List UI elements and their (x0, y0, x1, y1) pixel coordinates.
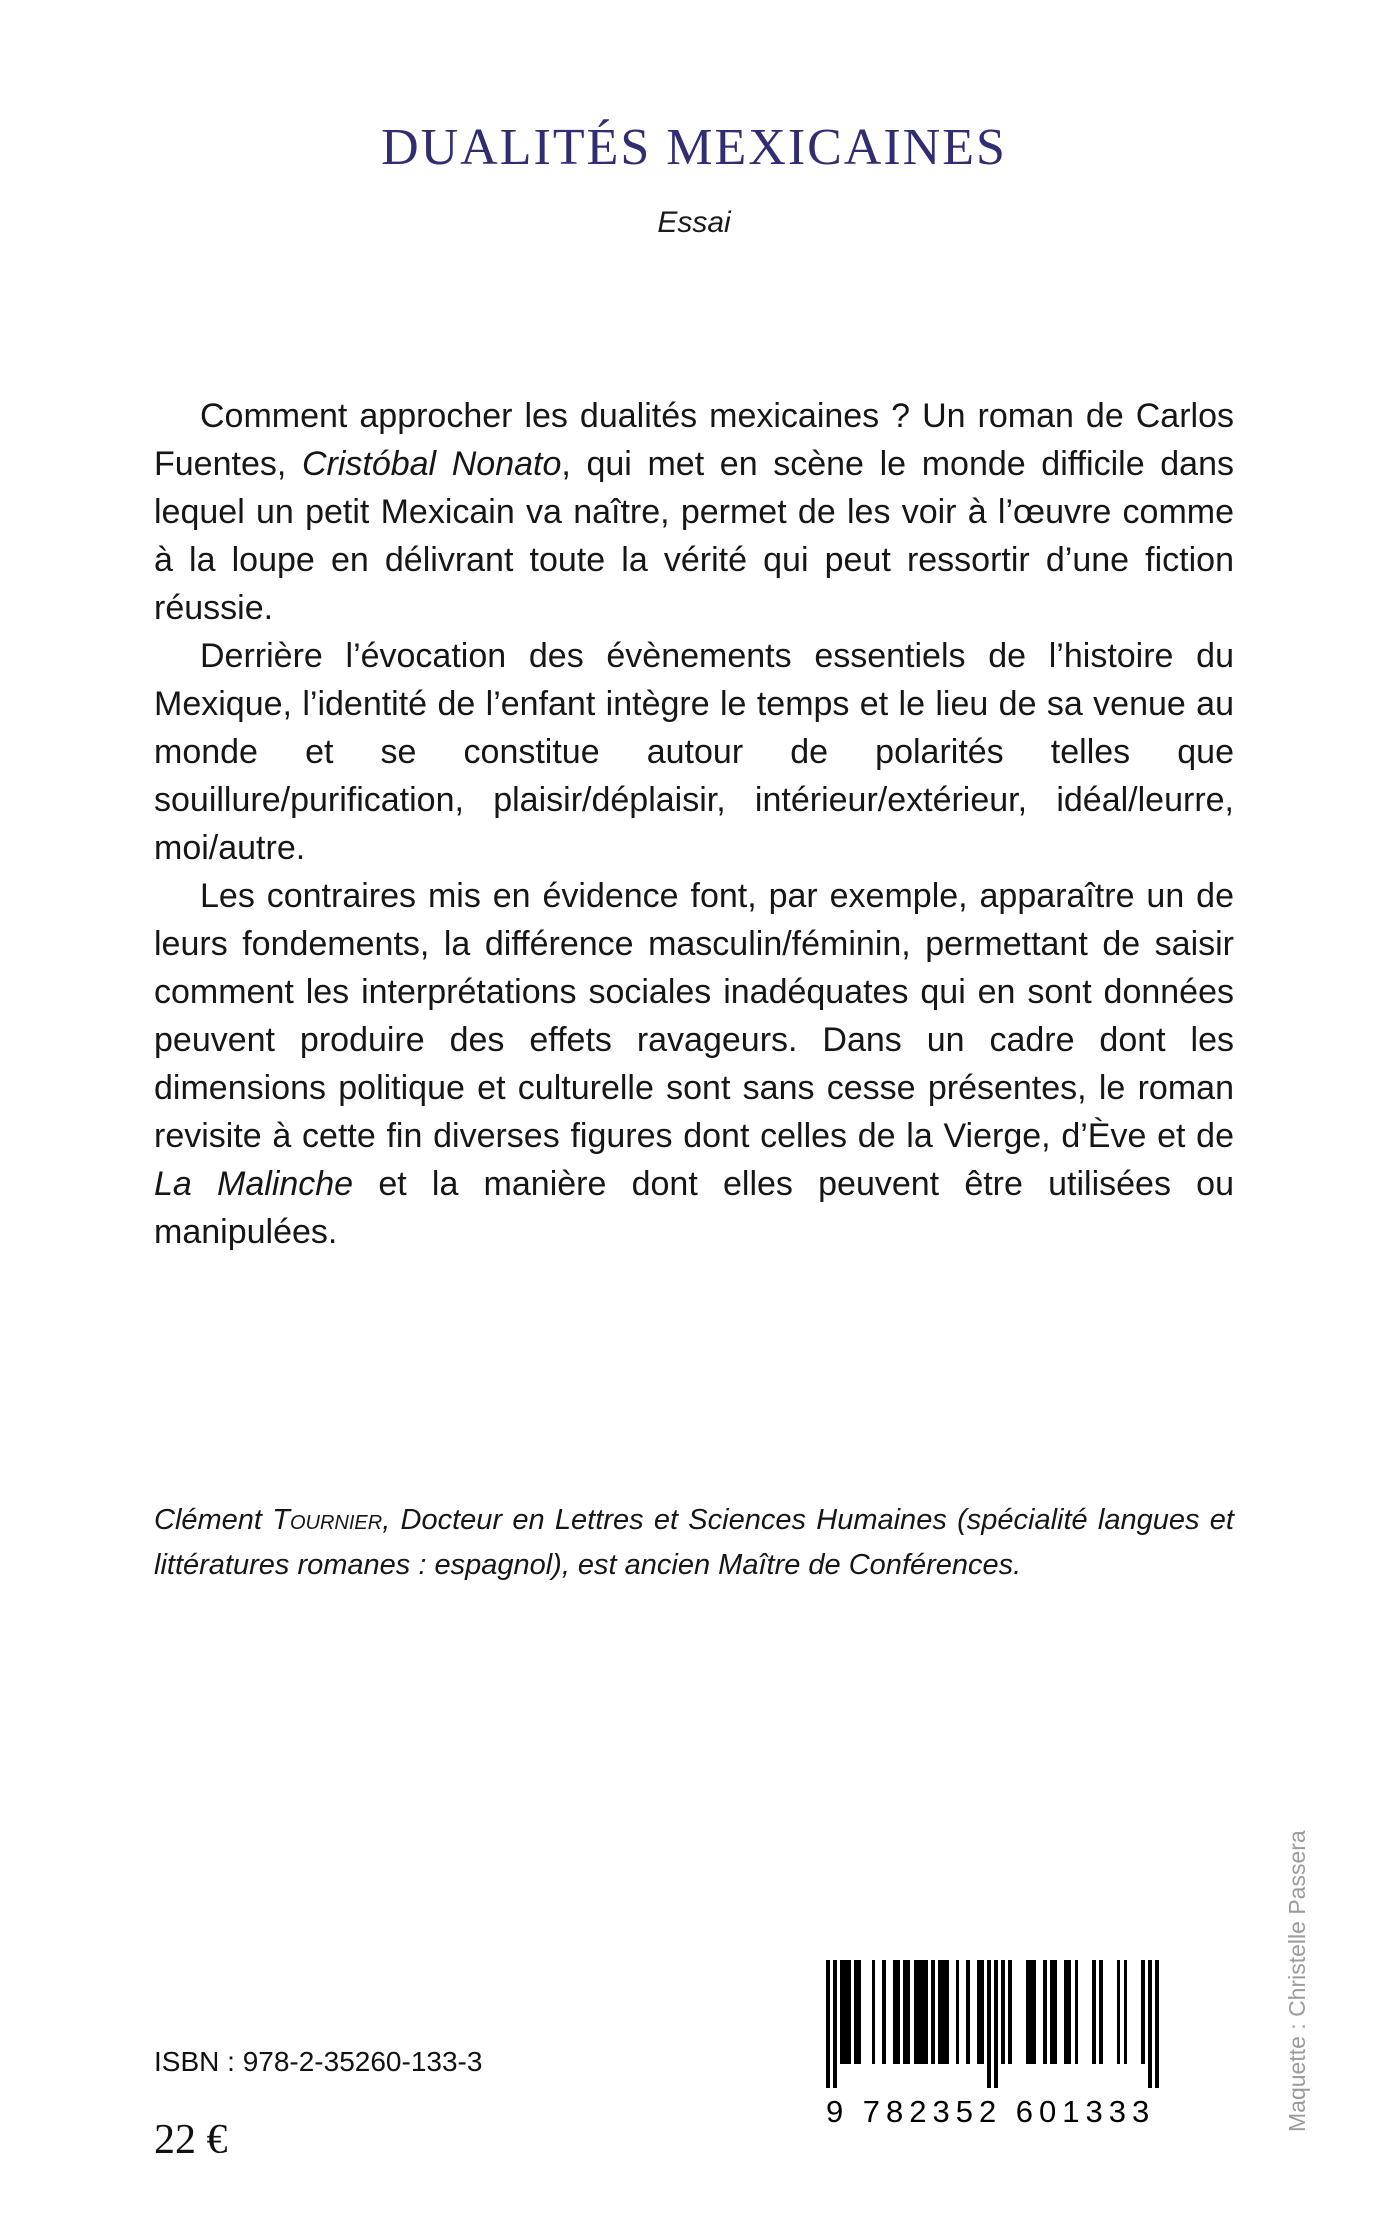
body-paragraph (154, 632, 1234, 872)
barcode-digits (826, 2094, 1162, 2130)
barcode-bar (924, 1960, 928, 2064)
barcode-bars (826, 1960, 1159, 2090)
credit-vertical: Maquette : Christelle Passera (1284, 1830, 1310, 2132)
barcode-bar (956, 1960, 960, 2064)
book-subtitle: Essai (657, 206, 731, 239)
text-segment: La Malinche (154, 1165, 354, 1203)
book-title: DUALITÉS MEXICAINES (381, 119, 1007, 176)
barcode-digit-group: 782352 (862, 2094, 1003, 2129)
barcode-bar (966, 1960, 970, 2064)
barcode-digit-group: 9 (826, 2094, 844, 2129)
text-segment: , qui met en scène le monde difficile dans lequel un petit Mexicain va naître, permet de les voir à l’œuvre comme à la loupe en délivrant toute la vérité qui peut ressortir d’une fiction réussie. (154, 445, 1234, 627)
barcode-bar (1001, 1960, 1005, 2064)
barcode-bar (826, 1960, 830, 2088)
text-segment: et la manière dont elles peuvent être utilisées ou manipulées. (154, 1165, 1234, 1251)
barcode-bar (1141, 1960, 1145, 2064)
barcode-bar (907, 1960, 911, 2064)
text-segment: , Docteur en Lettres et Sciences Humaines (spécialité langues et littératures romanes : espagnol), est ancien Maître de Conférences. (154, 1504, 1234, 1581)
barcode-bar (931, 1960, 935, 2064)
barcode-bar (1043, 1960, 1047, 2064)
barcode-digit-group: 601333 (1015, 2094, 1156, 2129)
barcode-bar (1148, 1960, 1152, 2088)
barcode-bar (833, 1960, 837, 2088)
text-segment: Clément (154, 1504, 273, 1536)
text-segment: Les contraires mis en évidence font, par exemple, apparaître un de leurs fondements, la différence masculin/féminin, permettant de saisir comment les interprétations sociales inadéquates qui en sont données peuvent produire des effets ravageurs. Dans un cadre dont les dimensions politique et culturelle sont sans cesse présentes, le roman revisite à cette fin diverses figures dont celles de la Vierge, d’Ève et de (154, 877, 1234, 1155)
body-paragraph (154, 872, 1234, 1256)
barcode-bar (896, 1960, 900, 2064)
barcode-bar (1117, 1960, 1121, 2064)
text-segment: Tournier (272, 1504, 383, 1536)
barcode-bar (1008, 1960, 1012, 2064)
barcode-bar (1099, 1960, 1103, 2064)
text-segment: Comment approcher les dualités mexicaines ? Un roman de Carlos Fuentes, (154, 397, 1234, 483)
barcode-bar (872, 1960, 876, 2064)
barcode-bar (980, 1960, 984, 2064)
author-bio (154, 1498, 1234, 1588)
barcode-bar (987, 1960, 991, 2088)
barcode (826, 1960, 1166, 2130)
text-segment: Derrière l’évocation des évènements essentiels de l’histoire du Mexique, l’identité de l’enfant intègre le temps et le lieu de sa venue au monde et se constitue autour de polarités telles que souillure/purification, plaisir/déplaisir, intérieur/extérieur, idéal/leurre, moi/autre. (154, 637, 1234, 867)
barcode-bar (1054, 1960, 1058, 2064)
barcode-bar (945, 1960, 949, 2064)
text-segment: Cristóbal Nonato (301, 445, 562, 483)
barcode-bar (994, 1960, 998, 2088)
barcode-bar (1155, 1960, 1159, 2088)
barcode-bar (1068, 1960, 1072, 2064)
body-paragraph (154, 392, 1234, 632)
price-text: 22 € (154, 2117, 228, 2163)
barcode-bar (1124, 1960, 1128, 2064)
isbn-text: ISBN : 978-2-35260-133-3 (154, 2046, 483, 2077)
barcode-bar (1092, 1960, 1096, 2064)
barcode-bar (847, 1960, 851, 2064)
barcode-bar (882, 1960, 886, 2064)
barcode-bar (1075, 1960, 1079, 2064)
barcode-bar (1033, 1960, 1037, 2064)
barcode-bar (858, 1960, 862, 2064)
body-paragraphs (154, 392, 1234, 1256)
